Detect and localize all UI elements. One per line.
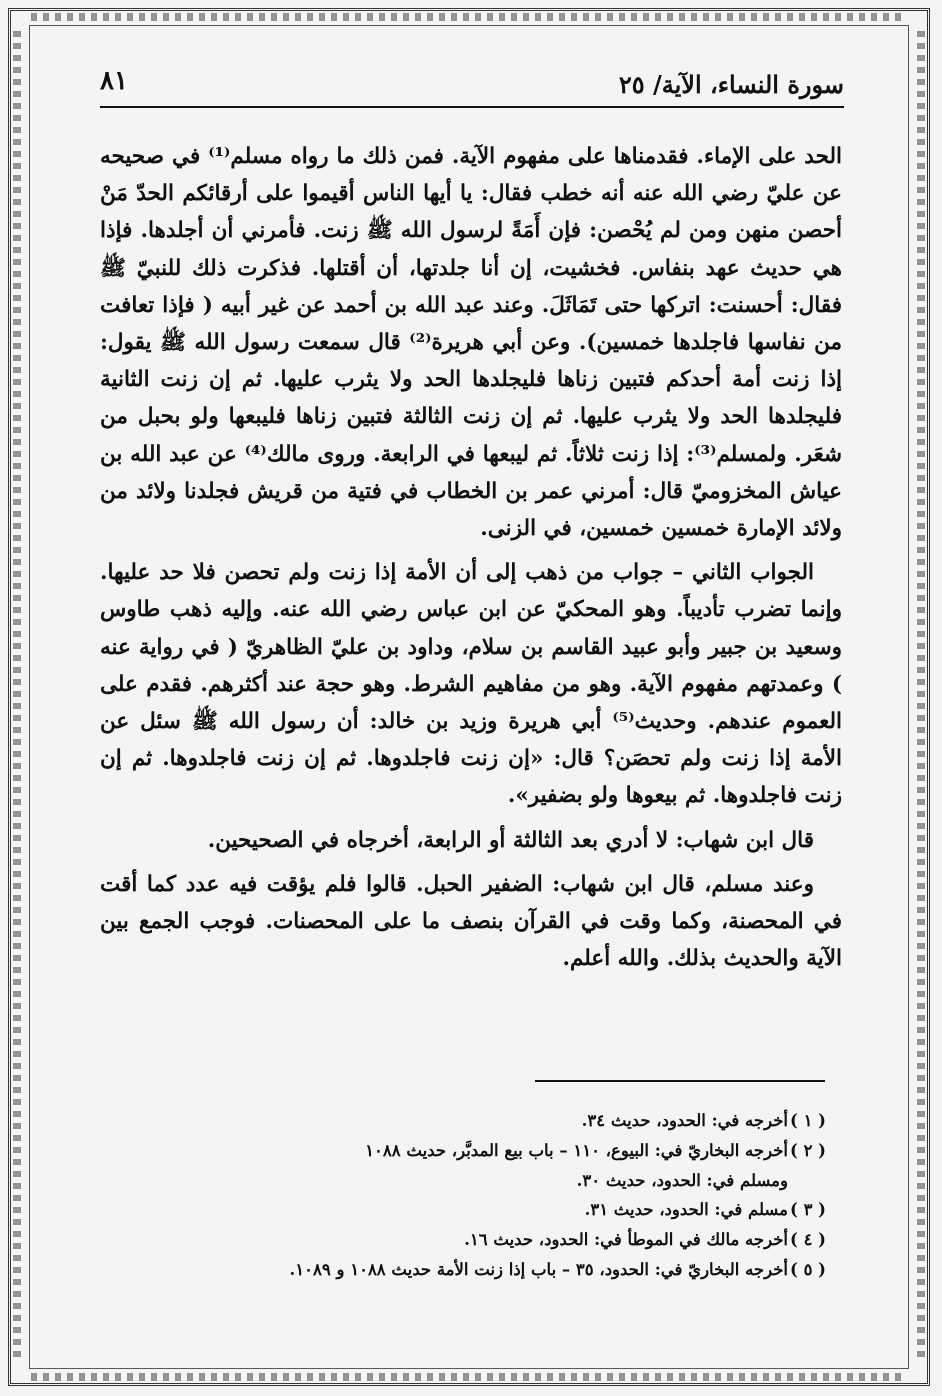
paragraph: الحد على الإماء. فقدمناها على مفهوم الآية. فمن ذلك ما رواه مسلم⁽¹⁾ في صحيحه عن عليّ رضي الله عنه أنه خطب فقال: يا أيها الناس أقيموا على أرقائكم الحدّ مَنْ أحصن منهن ومن لم يُحْصن: فإن أَمَةً لرسول الله ﷺ زنت. فأمرني أن أجلدها. فإذا هي حديث عهد بنفاس. فخشيت، إن أنا جلدتها، أن أقتلها. فذكرت ذلك للنبيّ ﷺ فقال: أحسنت: اتركها حتى تَمَاثَلَ. وعند عبد الله بن أحمد عن غير أبيه ( فإذا تعافت من نفاسها فاجلدها خمسين). وعن أبي هريرة⁽²⁾ قال سمعت رسول الله ﷺ يقول: إذا زنت أمة أحدكم فتبين زناها فليجلدها الحد ولا يثرب عليها. ثم إن زنت الثانية فليجلدها الحد ولا يثرب عليها. ثم إن زنت الثالثة فتبين زناها فليبعها ولو بحبل من شعَر. ولمسلم⁽³⁾: إذا زنت ثلاثاً. ثم ليبعها في الرابعة. وروى مالك⁽⁴⁾ عن عبد الله بن عياش المخزوميّ قال: أمرني عمر بن الخطاب في فتية من قريش فجلدنا ولائد من ولائد الإمارة خمسين خمسين، في الزنى. (100, 144, 843, 542)
footnote (200, 1255, 826, 1285)
running-title: سورة النساء، الآية/ ٢٥ (618, 70, 844, 99)
footnote-number: ( ٥ ) (790, 1259, 826, 1279)
paragraph: الجواب الثاني – جواب من ذهب إلى أن الأمة إذا زنت ولم تحصن فلا حد عليها. وإنما تضرب تأديباً. وهو المحكيّ عن ابن عباس رضي الله عنه. وإليه ذهب طاوس وسعيد بن جبير وأبو عبيد القاسم بن سلام، وداود بن عليّ الظاهريّ ( في رواية عنه ) وعمدتهم مفهوم الآية. وهو من مفاهيم الشرط. وهو حجة عند أكثرهم. فقدم على العموم عندهم. وحديث⁽⁵⁾ أبي هريرة وزيد بن خالد: أن رسول الله ﷺ سئل عن الأمة إذا زنت ولم تحصَن؟ قال: «إن زنت فاجلدوها. ثم إن زنت فاجلدوها. ثم إن زنت فاجلدوها. ثم بيعوها ولو بضفير». (100, 560, 843, 809)
footnote (200, 1225, 826, 1255)
footnote (200, 1166, 826, 1196)
main-text (100, 138, 842, 977)
footnote-number: ( ٣ ) (790, 1200, 826, 1220)
footnote-text: ومسلم في: الحدود، حديث ٣٠. (576, 1170, 788, 1190)
page-header (100, 66, 844, 108)
footnote-text: أخرجه في: الحدود، حديث ٣٤. (581, 1111, 788, 1130)
ornamental-border-top (31, 13, 907, 21)
footnote (200, 1106, 826, 1136)
footnote-text: مسلم في: الحدود، حديث ٣١. (584, 1200, 788, 1220)
footnote (200, 1136, 826, 1166)
footnote-text: أخرجه البخاريّ في: البيوع، ١١٠ – باب بيع المدبَّر، حديث ١٠٨٨ (365, 1140, 788, 1160)
ornamental-border-bottom (31, 1373, 907, 1381)
footnote-number: ( ٢ ) (790, 1140, 826, 1160)
paragraph: قال ابن شهاب: لا أدري بعد الثالثة أو الرابعة، أخرجاه في الصحيحين. (207, 827, 814, 853)
paragraph: وعند مسلم، قال ابن شهاب: الضفير الحبل. قالوا فلم يؤقت فيه عدد كما أقت في المحصنة، وكما وقت في القرآن بنصف ما على المحصنات. فوجب الجمع بين الآية والحديث بذلك. والله أعلم. (100, 871, 842, 972)
footnote-text: أخرجه مالك في الموطأ في: الحدود، حديث ١٦. (464, 1230, 788, 1250)
ornamental-border-right (917, 31, 925, 1363)
footnote (200, 1195, 826, 1225)
ornamental-border-left (13, 31, 21, 1363)
footnote-text: أخرجه البخاريّ في: الحدود، ٣٥ – باب إذا زنت الأمة حديث ١٠٨٨ و ١٠٨٩. (289, 1259, 788, 1279)
footnote-number: ( ٤ ) (790, 1230, 826, 1250)
page-number: ٨١ (100, 66, 128, 96)
footnote-separator (535, 1080, 825, 1082)
footnote-number: ( ١ ) (790, 1111, 826, 1130)
footnotes (200, 1106, 826, 1285)
